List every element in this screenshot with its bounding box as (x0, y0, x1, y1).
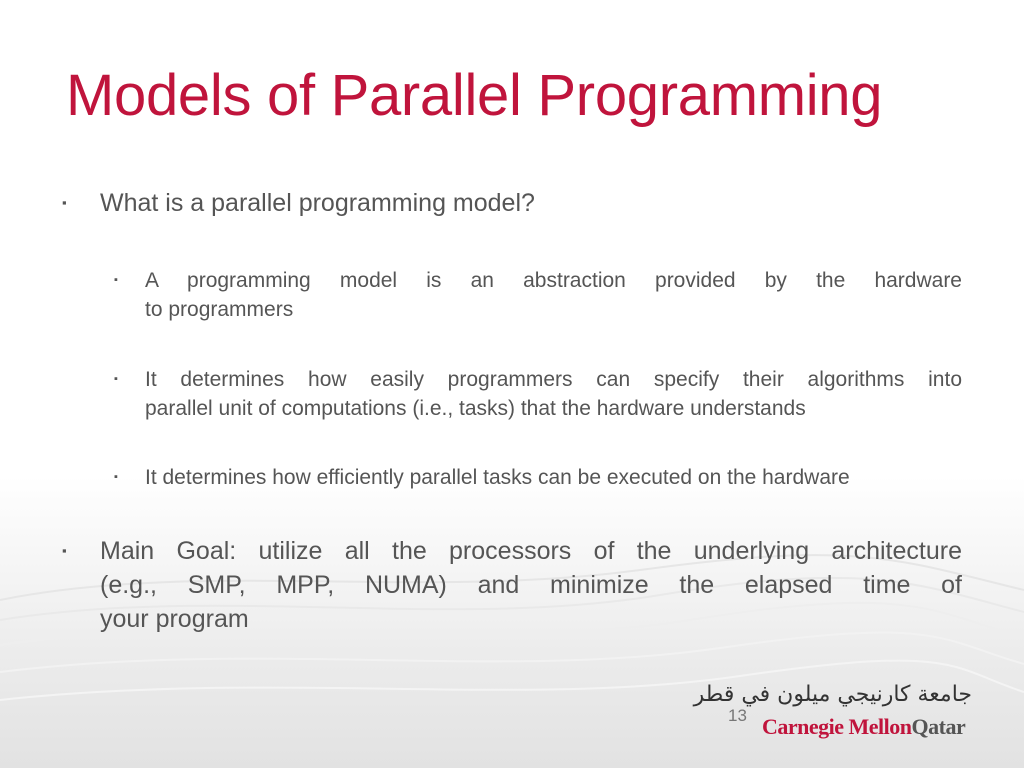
logo-english-text (762, 714, 965, 740)
logo-arabic-text: جامعة كارنيجي ميلون في قطر (693, 682, 972, 707)
bullet-text-line: parallel unit of computations (i.e., tasks) that the hardware understands (145, 397, 806, 420)
logo-qatar: Qatar (911, 714, 966, 739)
square-bullet-icon: ▪ (114, 274, 118, 286)
bullet-text: What is a parallel programming model? (100, 189, 535, 217)
page-number: 13 (728, 706, 747, 725)
bullet-text-line: Main Goal: utilize all the processors of the underlying architecture (100, 537, 962, 565)
bullet-text-line: A programming model is an abstraction provided by the hardware (145, 269, 962, 292)
bullet-level2-abstraction (114, 266, 962, 324)
bullet-text-line: to programmers (145, 298, 294, 321)
square-bullet-icon: ▪ (114, 373, 118, 385)
bullet-text: It determines how efficiently parallel tasks can be executed on the hardware (145, 466, 850, 489)
bullet-text-line: It determines how easily programmers can specify their algorithms into (145, 368, 962, 391)
slide-title: Models of Parallel Programming (66, 63, 883, 128)
bullet-text-line: your program (100, 605, 249, 633)
bullet-level2-execution-efficiency (114, 463, 962, 492)
bullet-level2-ease-of-specification (114, 365, 962, 423)
bullet-level1-main-goal (62, 534, 962, 636)
square-bullet-icon: ▪ (62, 195, 67, 210)
square-bullet-icon: ▪ (62, 543, 67, 558)
logo-carnegie-mellon: Carnegie Mellon (762, 714, 912, 739)
bullet-level1-parallel-model-question (62, 186, 962, 220)
square-bullet-icon: ▪ (114, 471, 118, 483)
bullet-text-line: (e.g., SMP, MPP, NUMA) and minimize the elapsed time of (100, 571, 962, 599)
